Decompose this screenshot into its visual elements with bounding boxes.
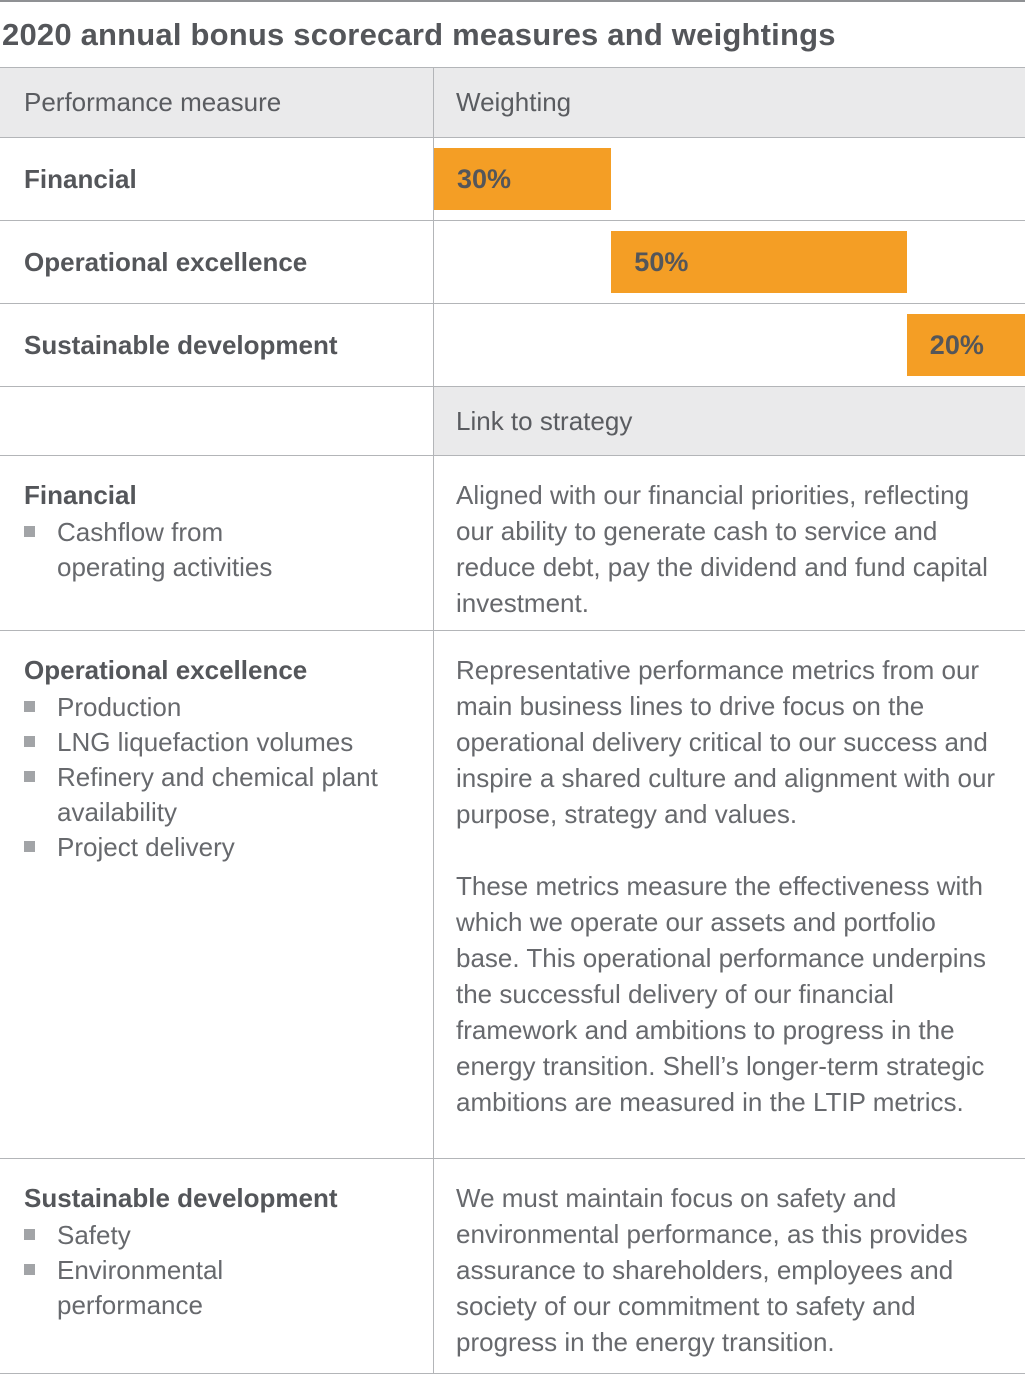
square-bullet-icon [24,701,35,712]
strategy-paragraph: We must maintain focus on safety and environmental performance, as this provides assurance to shareholders, employees and society of our commitment to safety and progress in the energy transition. [456,1183,968,1357]
bullet-item: Production [24,690,433,725]
weighting-cell [434,304,1025,386]
square-bullet-icon [24,771,35,782]
detail-measure-heading: Operational excellence [24,655,308,685]
measure-label: Operational excellence [24,246,308,277]
bullet-item: Refinery and chemical plant availability [24,760,433,830]
measure-cell-financial [0,138,434,220]
table-row [0,137,1025,220]
strategy-paragraph: These metrics measure the effectiveness with which we operate our assets and portfolio base. This operational performance underpins the successful delivery of our financial framework and ambitions to progress in the energy transition. Shell’s longer-term strategic ambitions are measured in the LTIP metrics. [456,871,986,1117]
detail-measure-heading: Financial [24,480,137,510]
weighting-cell [434,221,1025,303]
detail-cell-operational-excellence [0,631,434,1158]
detail-measure-heading: Sustainable development [24,1183,338,1213]
table-row [0,220,1025,303]
measure-label: Sustainable development [24,329,338,360]
empty-header-cell [0,387,434,455]
link-to-strategy-header: Link to strategy [456,405,633,436]
performance-measure-header: Performance measure [24,87,282,117]
measure-label: Financial [24,163,137,194]
weighting-bar-operational-excellence [611,231,907,293]
table-header-row [0,67,1025,137]
strategy-cell-operational-excellence [434,631,1025,1158]
detail-cell-sustainable-development [0,1159,434,1373]
metric-bullet-list [24,515,433,585]
metric-bullet-list [24,1218,433,1323]
bullet-item: Cashflow from operating activities [24,515,433,585]
square-bullet-icon [24,736,35,747]
table-row [0,630,1025,1158]
strategy-paragraph: Aligned with our financial priorities, reflecting our ability to generate cash to service and reduce debt, pay the dividend and fund capital investment. [456,480,988,618]
strategy-paragraph: Representative performance metrics from our main business lines to drive focus on the operational delivery critical to our success and inspire a shared culture and alignment with our purpose, strategy and values. [456,655,996,829]
bullet-item: LNG liquefaction volumes [24,725,433,760]
link-to-strategy-header-cell [434,387,1025,455]
square-bullet-icon [24,526,35,537]
metric-bullet-list [24,690,433,865]
square-bullet-icon [24,1229,35,1240]
header-cell-performance-measure [0,68,434,137]
page-title: 2020 annual bonus scorecard measures and weightings [2,16,836,52]
weighting-bar-financial [434,148,611,210]
weighting-cell [434,138,1025,220]
weighting-value-label: 20% [929,329,984,360]
strategy-cell-financial [434,456,1025,630]
weighting-header: Weighting [456,87,572,117]
detail-cell-financial [0,456,434,630]
table-row [0,303,1025,386]
weighting-bar-sustainable-development [907,314,1025,376]
bullet-item: Project delivery [24,830,433,865]
table-row [0,455,1025,630]
square-bullet-icon [24,1264,35,1275]
measure-cell-sustainable-development [0,304,434,386]
link-to-strategy-header-row [0,386,1025,455]
header-cell-weighting [434,68,1025,137]
bullet-item: Safety [24,1218,433,1253]
weighting-value-label: 50% [634,246,689,277]
weighting-value-label: 30% [457,163,512,194]
strategy-cell-sustainable-development [434,1159,1025,1373]
table-row [0,1158,1025,1374]
square-bullet-icon [24,841,35,852]
bullet-item: Environmental performance [24,1253,433,1323]
measure-cell-operational-excellence [0,221,434,303]
